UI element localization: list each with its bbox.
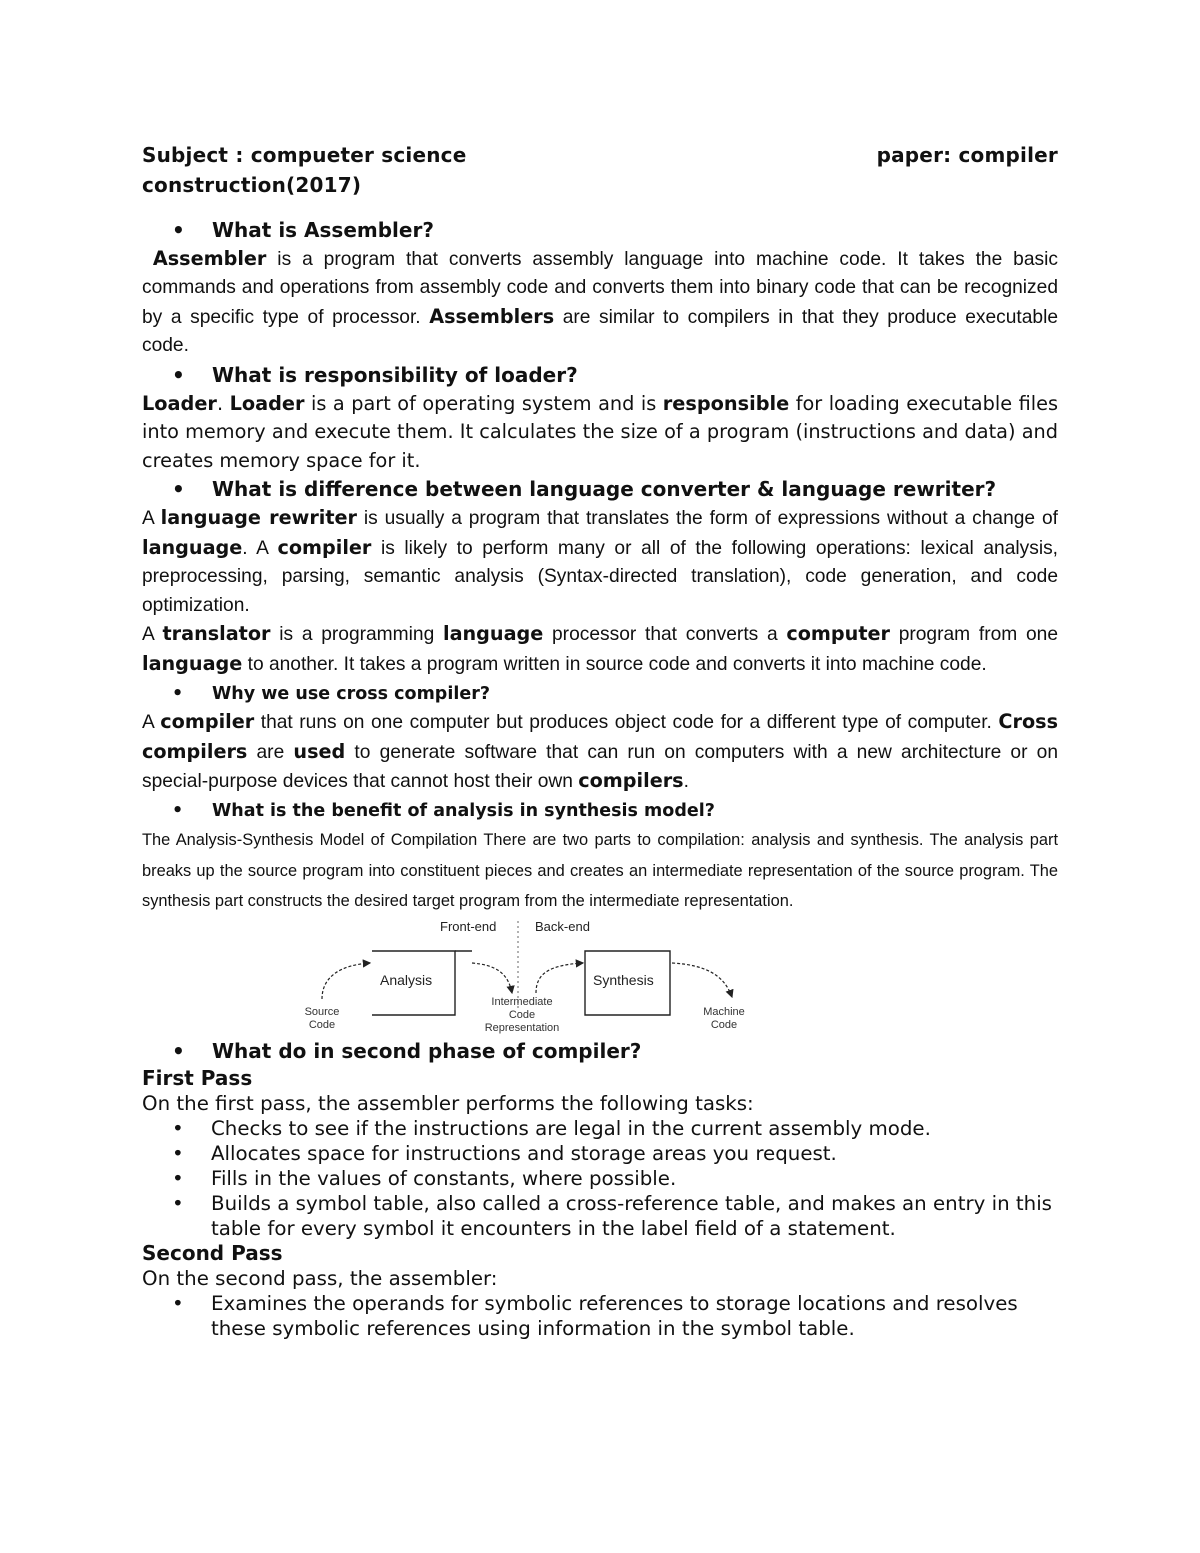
question-analysis-synthesis: • What is the benefit of analysis in synthesis model? — [142, 797, 1058, 826]
question-converter-rewriter: • What is difference between language converter & language rewriter? — [142, 475, 1058, 504]
term-used: used — [293, 739, 346, 763]
paper-name-continued: construction(2017) — [142, 173, 362, 197]
list-item: • Fills in the values of constants, where possible. — [142, 1166, 1058, 1191]
intermediate-label-3: Representation — [484, 1021, 560, 1034]
first-pass-title: First Pass — [142, 1065, 253, 1090]
term-assembler: Assembler — [152, 246, 267, 270]
source-code-label-2: Code — [308, 1018, 336, 1031]
term-language-rewriter: language rewriter — [160, 505, 358, 529]
term-compiler-2: compiler — [160, 710, 255, 734]
list-item: • Examines the operands for symbolic references to storage locations and resolves these symbolic references using information in the symbol table. — [142, 1291, 1058, 1341]
term-compilers: compilers — [578, 769, 684, 793]
first-pass-intro: On the first pass, the assembler performs the following tasks: — [142, 1091, 754, 1115]
term-assemblers: Assemblers — [429, 304, 555, 328]
question-second-phase: • What do in second phase of compiler? — [142, 1037, 1058, 1066]
term-language: language — [142, 535, 243, 559]
answer-analysis-synthesis: The Analysis-Synthesis Model of Compilation There are two parts to compilation: analysis and synthesis. The analysis part breaks up the source program into constituent pieces and creates an intermediate representation of the source program. The synthesis part constructs the desired target program from the intermediate representation. — [142, 831, 1058, 911]
question-loader: • What is responsibility of loader? — [142, 361, 1058, 390]
answer-loader: Loader. Loader is a part of operating system and is responsible for loading executable files into memory and execute them. It calculates the size of a program (instructions and data) and creates memory space for it. — [142, 391, 1058, 472]
answer-assembler: Assembler is a program that converts assembly language into machine code. It takes the basic commands and operations from assembly code and converts them into binary code that can be recognized by a specific type of processor. Assemblers are similar to compilers in that they produce executable code. — [142, 246, 1059, 357]
arrow-synthesis-to-machine — [672, 963, 732, 997]
second-pass-title: Second Pass — [142, 1240, 283, 1265]
term-language-3: language — [142, 651, 243, 675]
arrow-analysis-to-intermediate — [472, 963, 512, 993]
list-item: • Allocates space for instructions and storage areas you request. — [142, 1141, 1058, 1166]
arrow-intermediate-to-synthesis — [536, 963, 583, 993]
analysis-synthesis-diagram — [300, 917, 760, 1037]
question-cross-compiler: • Why we use cross compiler? — [142, 680, 1058, 709]
list-item: • Builds a symbol table, also called a cross-reference table, and makes an entry in this table for every symbol it encounters in the label field of a statement. — [142, 1191, 1058, 1241]
intermediate-label-2: Code — [508, 1008, 536, 1021]
answer-cross-compiler: A compiler that runs on one computer but produces object code for a different type of computer. Cross compilers are used to generate software that can run on computers with a new architecture or on special-purpose devices that cannot host their own compilers. — [142, 710, 1058, 793]
header-spacer — [142, 200, 1058, 216]
second-pass-list — [142, 1291, 1058, 1341]
term-translator: translator — [162, 622, 271, 646]
question-assembler: • What is Assembler? — [142, 216, 1058, 245]
term-language-2: language — [443, 622, 544, 646]
term-computer: computer — [786, 622, 890, 646]
first-pass-list — [142, 1116, 1058, 1241]
arrow-source-to-analysis — [322, 963, 370, 999]
intermediate-label-1: Intermediate — [491, 995, 553, 1008]
term-loader-2: Loader — [229, 391, 305, 415]
term-loader: Loader — [142, 391, 217, 415]
second-pass-intro: On the second pass, the assembler: — [142, 1266, 498, 1290]
paper-label: paper: compiler — [876, 143, 1058, 167]
synthesis-label: Synthesis — [593, 971, 654, 988]
source-code-label-1: Source — [304, 1005, 340, 1018]
term-compiler: compiler — [277, 535, 372, 559]
analysis-label: Analysis — [380, 971, 433, 988]
term-cross-compilers: Cross compilers — [142, 710, 1058, 763]
subject-label: Subject : compueter science — [142, 143, 467, 167]
back-end-label: Back-end — [535, 918, 590, 934]
term-responsible: responsible — [662, 391, 790, 415]
machine-code-label-2: Code — [710, 1018, 738, 1031]
document-header — [142, 140, 1058, 200]
front-end-label: Front-end — [440, 918, 497, 934]
list-item: • Checks to see if the instructions are legal in the current assembly mode. — [142, 1116, 1058, 1141]
answer-rewriter: A language rewriter is usually a program that translates the form of expressions without a change of language. A compiler is likely to perform many or all of the following operations: lexical analysis, preprocessing, parsing, semantic analysis (Syntax-directed translation), code generation, and code optimization. — [142, 505, 1059, 616]
document-body — [142, 140, 1058, 1341]
machine-code-label-1: Machine — [703, 1005, 745, 1018]
answer-translator: A translator is a programming language processor that converts a computer program from one language to another. It takes a program written in source code and converts it into machine code. — [142, 622, 1058, 675]
